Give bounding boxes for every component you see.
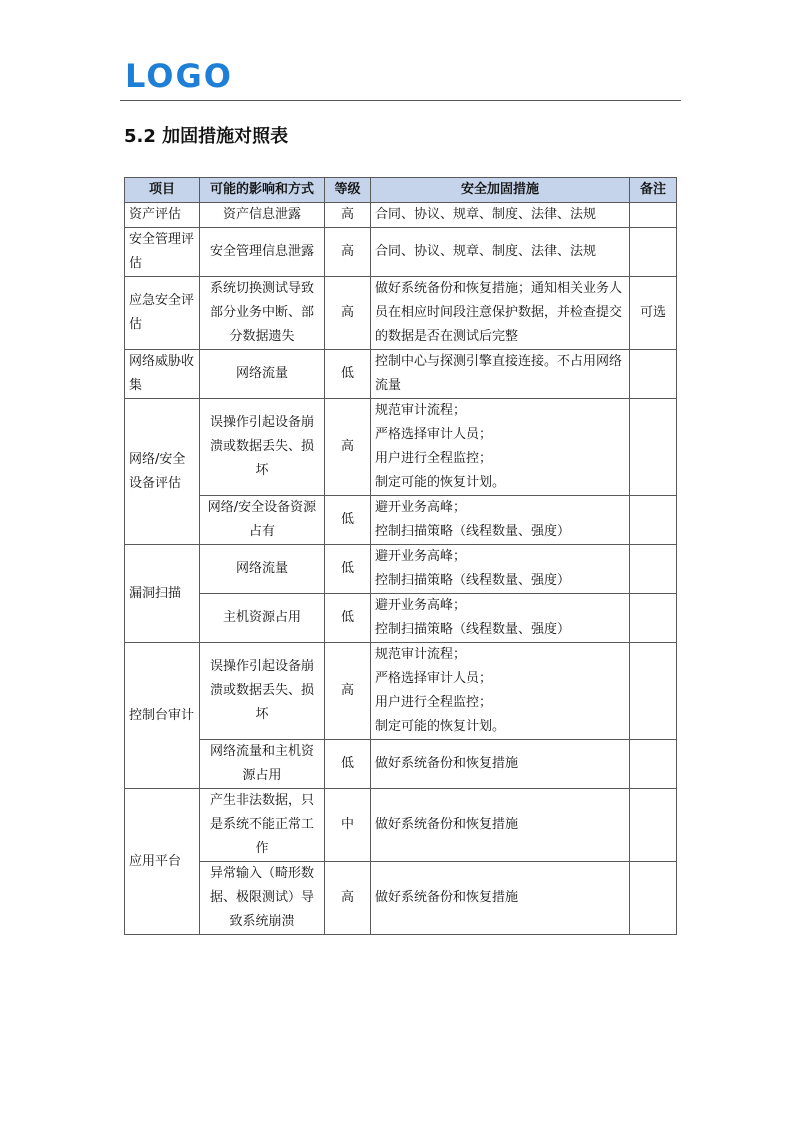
level-cell: 中: [325, 789, 371, 862]
level-cell: 高: [325, 277, 371, 350]
hardening-measures-table: [124, 177, 677, 935]
measure-cell: 做好系统备份和恢复措施: [371, 740, 630, 789]
measure-line: 避开业务高峰；: [375, 598, 467, 613]
measure-line: 严格选择审计人员；: [375, 427, 493, 442]
table-row: [125, 643, 677, 740]
table-row: [125, 203, 677, 228]
note-cell: [630, 350, 677, 399]
measure-line: 严格选择审计人员；: [375, 671, 493, 686]
impact-cell: 误操作引起设备崩溃或数据丢失、损坏: [200, 643, 325, 740]
note-cell: [630, 228, 677, 277]
item-cell: 资产评估: [125, 203, 200, 228]
measure-line: 避开业务高峰；: [375, 549, 467, 564]
measure-line: 用户进行全程监控；: [375, 451, 493, 466]
impact-cell: 系统切换测试导致部分业务中断、部分数据遗失: [200, 277, 325, 350]
impact-cell: 资产信息泄露: [200, 203, 325, 228]
table-row: [125, 594, 677, 643]
impact-cell: 网络流量: [200, 350, 325, 399]
item-cell: 控制台审计: [125, 643, 200, 789]
item-cell: 应用平台: [125, 789, 200, 935]
level-cell: 高: [325, 399, 371, 496]
level-cell: 低: [325, 740, 371, 789]
note-cell: [630, 862, 677, 935]
level-cell: 低: [325, 545, 371, 594]
measure-cell: [371, 594, 630, 643]
note-cell: [630, 594, 677, 643]
impact-cell: 网络流量和主机资源占用: [200, 740, 325, 789]
measure-cell: [371, 399, 630, 496]
item-cell: 网络威胁收集: [125, 350, 200, 399]
note-cell: [630, 643, 677, 740]
column-header-note: 备注: [630, 178, 677, 203]
measure-line: 控制扫描策略（线程数量、强度）: [375, 622, 571, 637]
header-divider: [120, 100, 681, 101]
table-row: [125, 545, 677, 594]
measure-cell: 做好系统备份和恢复措施: [371, 789, 630, 862]
measure-line: 避开业务高峰；: [375, 500, 467, 515]
measure-cell: 做好系统备份和恢复措施: [371, 862, 630, 935]
measure-cell: [371, 643, 630, 740]
note-cell: [630, 399, 677, 496]
table-row: [125, 496, 677, 545]
measure-cell: 做好系统备份和恢复措施；通知相关业务人员在相应时间段注意保护数据，并检查提交的数据是否在测试后完整: [371, 277, 630, 350]
impact-cell: 网络流量: [200, 545, 325, 594]
measure-line: 用户进行全程监控；: [375, 695, 493, 710]
table-row: [125, 277, 677, 350]
note-cell: 可选: [630, 277, 677, 350]
table-row: [125, 350, 677, 399]
table-row: [125, 740, 677, 789]
impact-cell: 误操作引起设备崩溃或数据丢失、损坏: [200, 399, 325, 496]
measure-cell: 合同、协议、规章、制度、法律、法规: [371, 203, 630, 228]
table-row: [125, 789, 677, 862]
level-cell: 高: [325, 203, 371, 228]
measure-line: 制定可能的恢复计划。: [375, 475, 506, 490]
measure-line: 规范审计流程；: [375, 403, 467, 418]
note-cell: [630, 545, 677, 594]
section-title: 5.2 加固措施对照表: [124, 126, 289, 147]
level-cell: 低: [325, 350, 371, 399]
measure-line: 控制扫描策略（线程数量、强度）: [375, 524, 571, 539]
logo: LOGO: [125, 57, 233, 95]
item-cell: 网络/安全设备评估: [125, 399, 200, 545]
measure-cell: 合同、协议、规章、制度、法律、法规: [371, 228, 630, 277]
measure-line: 控制扫描策略（线程数量、强度）: [375, 573, 571, 588]
impact-cell: 异常输入（畸形数据、极限测试）导致系统崩溃: [200, 862, 325, 935]
note-cell: [630, 496, 677, 545]
column-header-impact: 可能的影响和方式: [200, 178, 325, 203]
table-header-row: [125, 178, 677, 203]
level-cell: 低: [325, 594, 371, 643]
measure-line: 规范审计流程；: [375, 647, 467, 662]
measure-line: 制定可能的恢复计划。: [375, 719, 506, 734]
table-row: [125, 399, 677, 496]
item-cell: 应急安全评估: [125, 277, 200, 350]
impact-cell: 主机资源占用: [200, 594, 325, 643]
table-row: [125, 862, 677, 935]
level-cell: 高: [325, 643, 371, 740]
note-cell: [630, 203, 677, 228]
level-cell: 高: [325, 228, 371, 277]
note-cell: [630, 740, 677, 789]
column-header-level: 等级: [325, 178, 371, 203]
note-cell: [630, 789, 677, 862]
measure-cell: 控制中心与探测引擎直接连接。不占用网络流量: [371, 350, 630, 399]
level-cell: 低: [325, 496, 371, 545]
measure-cell: [371, 496, 630, 545]
table-row: [125, 228, 677, 277]
measure-cell: [371, 545, 630, 594]
item-cell: 漏洞扫描: [125, 545, 200, 643]
column-header-item: 项目: [125, 178, 200, 203]
impact-cell: 产生非法数据，只是系统不能正常工作: [200, 789, 325, 862]
column-header-measure: 安全加固措施: [371, 178, 630, 203]
item-cell: 安全管理评估: [125, 228, 200, 277]
level-cell: 高: [325, 862, 371, 935]
impact-cell: 安全管理信息泄露: [200, 228, 325, 277]
impact-cell: 网络/安全设备资源占有: [200, 496, 325, 545]
